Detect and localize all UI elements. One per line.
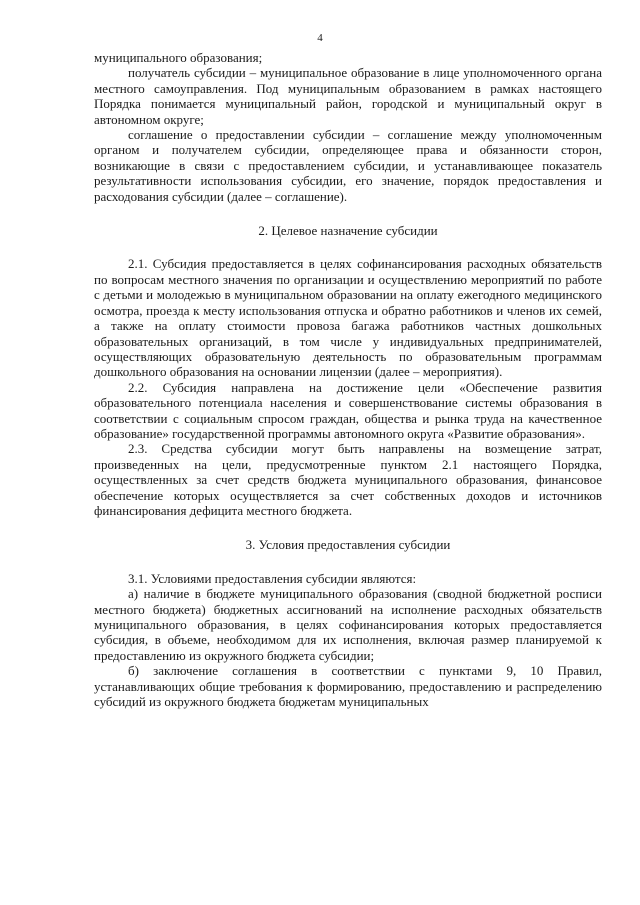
section-heading: 3. Условия предоставления субсидии: [245, 537, 451, 553]
paragraph: муниципального образования;: [94, 50, 263, 65]
paragraph: а) наличие в бюджете муниципального образования (сводной бюджетной росписи местного бюджета) бюджетных ассигнований на исполнение расходных обязательств муниципального образования, в целях софинансирования которых предоставляется субсидия, в объеме, необходимом для их исполнения, включая размер планируемой к предоставлению из окружного бюджета субсидии;: [94, 586, 602, 663]
paragraph: 2.3. Средства субсидии могут быть направлены на возмещение затрат, произведенных на цели, предусмотренные пунктом 2.1 настоящего Порядка, осуществленных за счет средств бюджета муниципального образования, финансовое обеспечение которых осуществляется за счет собственных доходов и источников финансирования дефицита местного бюджета.: [94, 441, 602, 518]
paragraph: соглашение о предоставлении субсидии – соглашение между уполномоченным органом и получателем субсидии, определяющее права и обязанности сторон, возникающие в связи с предоставлением субсидии, и устанавливающее показатель результативности использования субсидии, его значение, порядок предоставления и расходования субсидии (далее – соглашение).: [94, 127, 602, 204]
paragraph: 3.1. Условиями предоставления субсидии являются:: [128, 570, 417, 586]
section-heading: 2. Целевое назначение субсидии: [258, 223, 438, 239]
paragraph: б) заключение соглашения в соответствии с пунктами 9, 10 Правил, устанавливающих общие требования к формированию, предоставлению и распределению субсидий из окружного бюджета бюджетам муниципальных: [94, 663, 602, 710]
paragraph: 2.1. Субсидия предоставляется в целях софинансирования расходных обязательств по вопросам местного значения по организации и осуществлению мероприятий по работе с детьми и молодежью в муниципальном образовании на оплату ежегодного медицинского осмотра, проезда к месту использования отпуска и обратно работников и членов их семей, а также на оплату стоимости провоза багажа работников частных дошкольных образовательных организаций, в том числе у индивидуальных предпринимателей, осуществляющих образовательную деятельность по образовательным программам дошкольного образования на основании лицензии (далее – мероприятия).: [94, 256, 602, 380]
document-body: [94, 50, 602, 709]
page-number: 4: [317, 32, 323, 44]
paragraph: 2.2. Субсидия направлена на достижение цели «Обеспечение развития образовательного потенциала населения и совершенствование системы образования в соответствии с социальным спросом граждан, общества и рынка труда на качественное образование» государственной программы автономного округа «Развитие образования».: [94, 379, 602, 441]
paragraph: получатель субсидии – муниципальное образование в лице уполномоченного органа местного самоуправления. Под муниципальным образованием в рамках настоящего Порядка понимается муниципальный район, городской и муниципальный округ в автономном округе;: [94, 65, 602, 127]
